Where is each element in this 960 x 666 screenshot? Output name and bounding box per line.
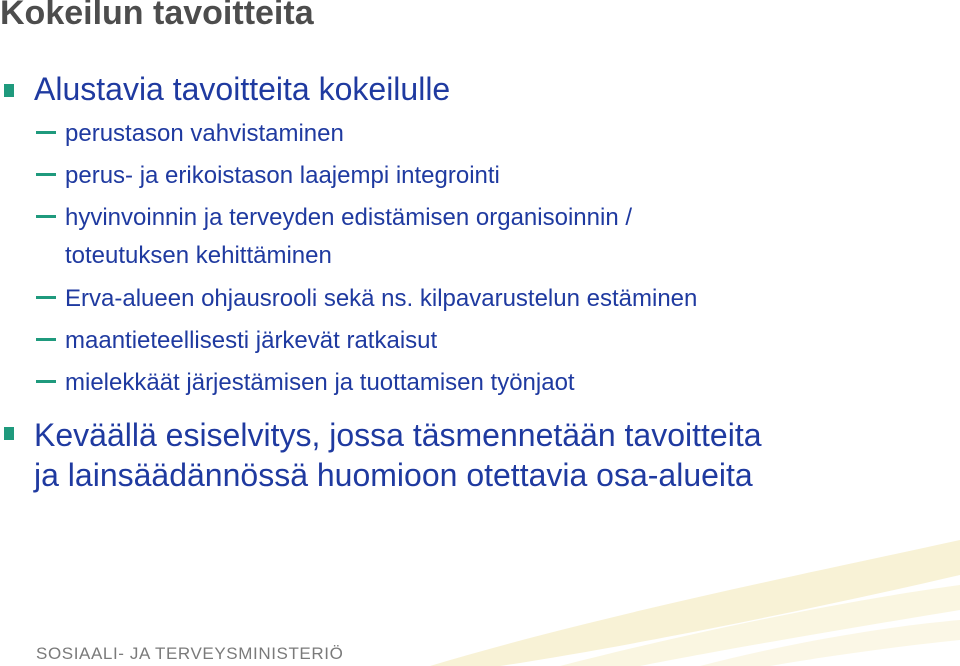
dash-bullet-icon <box>36 131 56 134</box>
dash-bullet-icon <box>36 215 56 218</box>
sub-item: hyvinvoinnin ja terveyden edistämisen organisoinnin / <box>65 204 632 231</box>
square-bullet-icon <box>4 427 14 440</box>
bullet-line: Keväällä esiselvitys, jossa täsmennetään tavoitteita <box>34 417 762 453</box>
dash-bullet-icon <box>36 338 56 341</box>
sub-item: Erva-alueen ohjausrooli sekä ns. kilpavarustelun estäminen <box>65 285 698 312</box>
dash-bullet-icon <box>36 296 56 299</box>
slide-title: Kokeilun tavoitteita <box>0 0 314 32</box>
sub-item: perustason vahvistaminen <box>65 120 344 147</box>
sub-item-continuation: toteutuksen kehittäminen <box>65 242 332 269</box>
sub-item: maantieteellisesti järkevät ratkaisut <box>65 327 438 354</box>
dash-bullet-icon <box>36 173 56 176</box>
sub-item: perus- ja erikoistason laajempi integrointi <box>65 162 500 189</box>
bullet-line: ja lainsäädännössä huomioon otettavia osa-alueita <box>34 457 753 493</box>
bullet-heading <box>34 415 762 495</box>
bullet-heading: Alustavia tavoitteita kokeilulle <box>34 71 451 107</box>
sub-item: mielekkäät järjestämisen ja tuottamisen työnjaot <box>65 369 575 396</box>
dash-bullet-icon <box>36 380 56 383</box>
square-bullet-icon <box>4 84 14 97</box>
ministry-logo: SOSIAALI- JA TERVEYSMINISTERIÖ <box>36 644 344 663</box>
